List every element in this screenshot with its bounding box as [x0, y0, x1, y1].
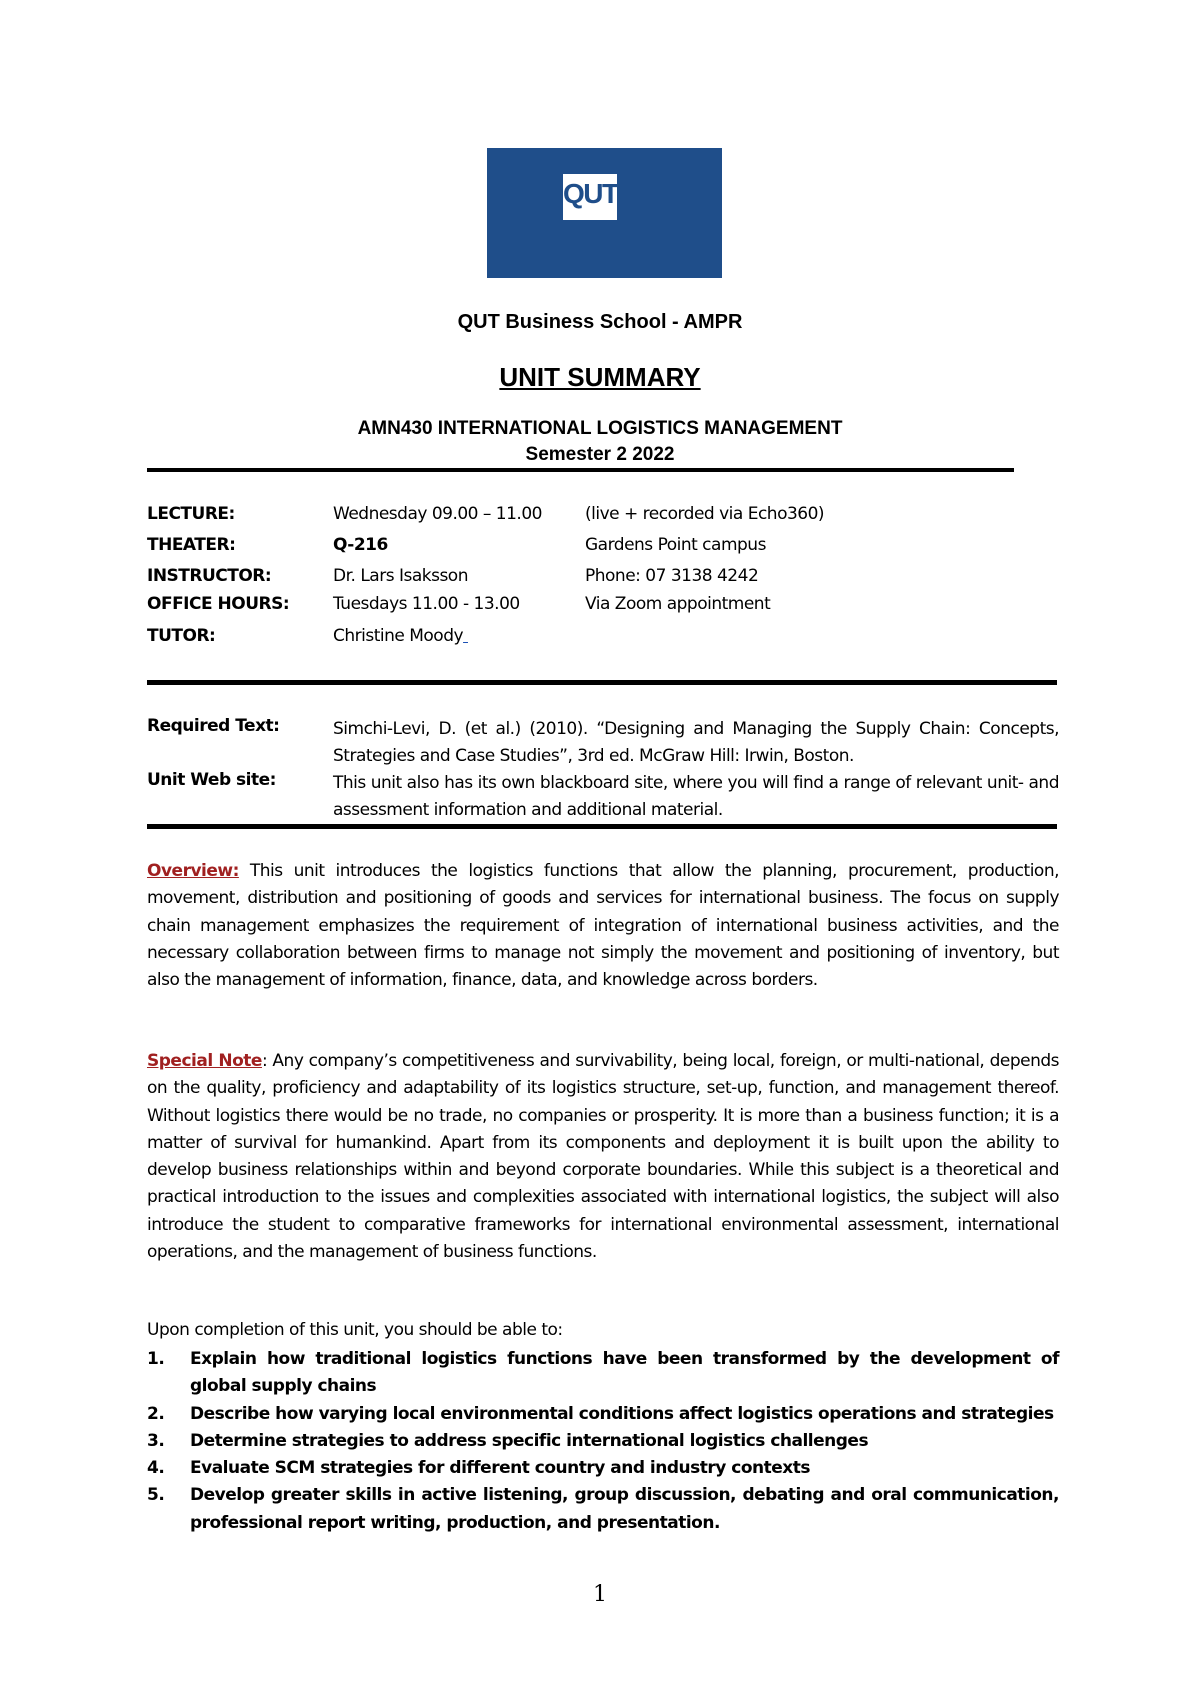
- outcomes-intro: Upon completion of this unit, you should be able to:: [147, 1320, 563, 1340]
- list-number: 5.: [147, 1485, 165, 1506]
- detail-row-theater: [147, 535, 1047, 561]
- qut-logo: [487, 148, 722, 278]
- overview-paragraph: [147, 858, 1059, 994]
- detail-label: THEATER:: [147, 535, 236, 555]
- list-item: [147, 1401, 1059, 1428]
- list-item: [147, 1428, 1059, 1455]
- overview-text: This unit introduces the logistics functions that allow the planning, procurement, production, movement, distribution and positioning of goods and services for international business. The focus on supply chain management emphasizes the requirement of integration of international business activities, and the necessary collaboration between firms to manage not simply the movement and positioning of inventory, but also the management of information, finance, data, and knowledge across borders.: [147, 861, 1059, 991]
- tutor-underline: [463, 626, 468, 646]
- required-text-label: Required Text:: [147, 716, 280, 736]
- detail-label: INSTRUCTOR:: [147, 566, 272, 586]
- detail-label: OFFICE HOURS:: [147, 594, 290, 614]
- unit-code-title: AMN430 INTERNATIONAL LOGISTICS MANAGEMENT: [357, 418, 843, 439]
- detail-note: (live + recorded via Echo360): [585, 504, 825, 524]
- detail-value: Q-216: [333, 535, 388, 555]
- divider: [147, 680, 1057, 685]
- detail-row-tutor: [147, 626, 1047, 652]
- web-site-value: This unit also has its own blackboard site, where you will find a range of relevant unit- and assessment information and additional material.: [333, 773, 1059, 820]
- list-item: [147, 1346, 1059, 1401]
- list-item: [147, 1482, 1059, 1537]
- required-text-value: Simchi-Levi, D. (et al.) (2010). “Designing and Managing the Supply Chain: Concepts, Strategies and Case Studies”, 3rd ed. McGraw Hill: Irwin, Boston.: [333, 719, 1059, 766]
- list-number: 3.: [147, 1430, 165, 1451]
- special-note-label: Special Note: [147, 1051, 262, 1071]
- divider: [147, 824, 1057, 829]
- tutor-name: [333, 626, 468, 646]
- list-number: 4.: [147, 1458, 165, 1479]
- detail-note: Phone: 07 3138 4242: [585, 566, 759, 586]
- web-site-label: Unit Web site:: [147, 770, 276, 790]
- detail-value: Dr. Lars Isaksson: [333, 566, 468, 586]
- detail-row-office-hours: [147, 594, 1047, 620]
- list-text: Develop greater skills in active listening, group discussion, debating and oral communication, professional report writing, production, and presentation.: [190, 1485, 1059, 1533]
- detail-note: Via Zoom appointment: [585, 594, 771, 614]
- divider: [147, 468, 1014, 472]
- list-number: 2.: [147, 1403, 165, 1424]
- detail-label: LECTURE:: [147, 504, 235, 524]
- list-text: Determine strategies to address specific international logistics challenges: [190, 1430, 869, 1451]
- list-item: [147, 1455, 1059, 1482]
- list-text: Describe how varying local environmental conditions affect logistics operations and strategies: [190, 1403, 1054, 1424]
- detail-row-instructor: [147, 566, 1047, 592]
- detail-value: Tuesdays 11.00 - 13.00: [333, 594, 520, 614]
- outcomes-list: [147, 1346, 1059, 1537]
- page-number: 1: [593, 1582, 607, 1607]
- semester-label: Semester 2 2022: [525, 444, 675, 465]
- special-note-text: : Any company’s competitiveness and survivability, being local, foreign, or multi-national, depends on the quality, proficiency and adaptability of its logistics structure, set-up, function, and management thereof. Without logistics there would be no trade, no companies or prosperity. It is more than a business function; it is a matter of survival for humankind. Apart from its components and deployment it is built upon the ability to develop business relationships within and beyond corporate boundaries. While this subject is a theoretical and practical introduction to the issues and complexities associated with international logistics, the subject will also introduce the student to comparative frameworks for international environmental assessment, international operations, and the management of business functions.: [147, 1051, 1059, 1263]
- list-text: Explain how traditional logistics functions have been transformed by the development of global supply chains: [190, 1349, 1059, 1397]
- detail-label: TUTOR:: [147, 626, 216, 646]
- special-note-paragraph: [147, 1048, 1059, 1266]
- detail-value: Wednesday 09.00 – 11.00: [333, 504, 542, 524]
- list-text: Evaluate SCM strategies for different country and industry contexts: [190, 1458, 810, 1479]
- qut-logo-mark: QUT: [563, 174, 617, 220]
- detail-note: Gardens Point campus: [585, 535, 766, 555]
- detail-row-lecture: [147, 504, 1047, 530]
- school-name: QUT Business School - AMPR: [457, 311, 743, 333]
- overview-label: Overview:: [147, 861, 239, 881]
- list-number: 1.: [147, 1349, 165, 1369]
- page-title: UNIT SUMMARY: [499, 362, 701, 392]
- tutor-name-text: Christine Moody: [333, 626, 464, 646]
